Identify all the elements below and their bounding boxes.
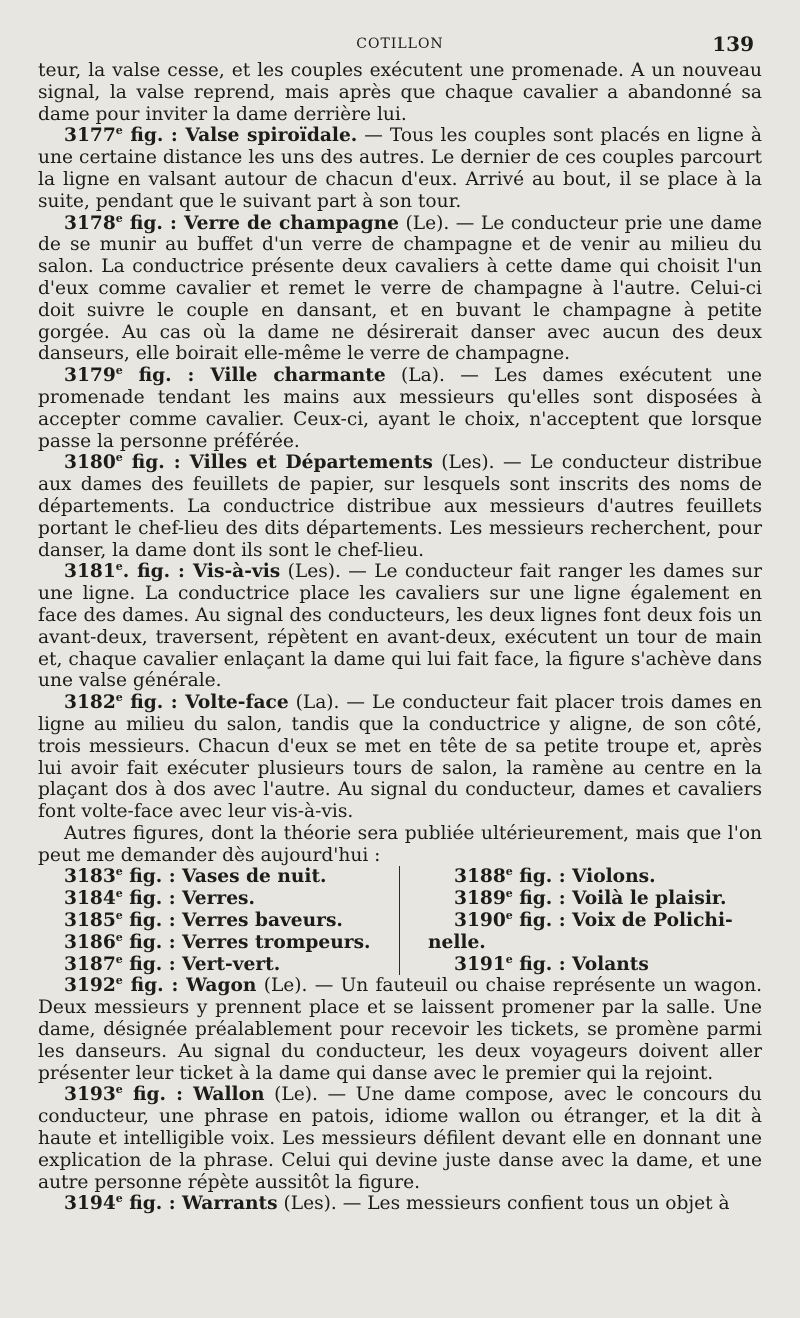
figure-title: Verres baveurs. — [182, 910, 343, 932]
ordinal-suffix: e — [115, 211, 123, 225]
ordinal-suffix: e — [505, 908, 513, 922]
ordinal-suffix: e — [115, 124, 123, 138]
figure-abbrev: fig. : — [122, 931, 183, 953]
figure-title: Warrants — [182, 1193, 278, 1215]
figure-abbrev: fig. : — [512, 888, 573, 910]
page-body — [38, 60, 762, 1215]
figure-number: 3179e — [64, 363, 123, 387]
figure-number: 3192e — [64, 974, 123, 997]
figure-list-item — [454, 910, 762, 932]
figure-entry — [38, 365, 762, 452]
figure-title: Verre de champagne — [183, 212, 399, 234]
figure-description: (La). — Les dames exécutent une promenade tendant les mains aux messieurs qu'elles sont disposées à accepter comme cavalier. Ceux-ci, ayant le choix, n'acceptent que lorsque passe la personne préférée. — [38, 365, 762, 452]
figure-number: 3194e — [64, 1192, 123, 1215]
figure-abbrev: fig. : — [122, 975, 187, 997]
figure-list-item — [454, 954, 762, 976]
figure-list-continuation: nelle. — [428, 931, 486, 953]
page-header — [38, 30, 762, 60]
figure-title: Wallon — [193, 1084, 265, 1106]
figure-abbrev: fig. : — [122, 888, 183, 910]
figure-abbrev: fig. : — [122, 1193, 183, 1215]
figure-entry — [38, 213, 762, 366]
figure-number: 3181e — [64, 560, 123, 583]
entries-section-b — [38, 975, 762, 1215]
figure-title: Vis-à-vis — [192, 561, 281, 583]
figure-number: 3189e — [454, 887, 513, 910]
figure-number: 3185e — [64, 908, 123, 932]
figure-title: Vases de nuit. — [182, 866, 327, 888]
figure-list-left-column — [38, 866, 400, 975]
ordinal-suffix: e — [115, 952, 123, 966]
figure-number: 3183e — [64, 865, 123, 888]
figure-title: Volte-face — [185, 692, 289, 714]
figure-description: (Les). — Le conducteur distribue aux dames des feuillets de papier, sur lesquels sont inscrits des noms de départements. La conductrice distribue aux messieurs d'autres feuillets portant le chef-lieu des dits départements. Les messieurs recherchent, pour danser, la dame dont ils sont le chef-lieu. — [38, 452, 763, 561]
figure-entry — [38, 975, 762, 1084]
figure-number: 3193e — [64, 1083, 123, 1106]
opening-paragraph: teur, la valse cesse, et les couples exécutent une promenade. A un nouveau signal, la valse reprend, mais après que chaque cavalier a abandonné sa dame pour inviter la dame derrière lui. — [38, 60, 762, 125]
ordinal-suffix: e — [115, 865, 123, 879]
figure-title: Ville charmante — [210, 365, 386, 387]
figure-title: Violons. — [572, 866, 656, 888]
figure-list-item — [64, 888, 399, 910]
entries-section-a — [38, 125, 762, 823]
figure-title: Verres. — [182, 888, 255, 910]
ordinal-suffix: e — [115, 363, 123, 377]
ordinal-suffix: e — [115, 887, 123, 901]
figure-title: Verres trompeurs. — [182, 931, 371, 953]
figure-description: (Les). — Les messieurs confient tous un objet à — [277, 1193, 730, 1215]
figure-number: 3178e — [64, 211, 123, 234]
list-intro: Autres figures, dont la théorie sera publiée ultérieurement, mais que l'on peut me demander dès aujourd'hui : — [38, 822, 762, 866]
figure-entry — [38, 125, 762, 212]
ordinal-suffix: e — [115, 560, 123, 574]
ordinal-suffix: e — [115, 1083, 123, 1097]
figure-abbrev: fig. : — [122, 953, 183, 975]
ordinal-suffix: e — [505, 887, 513, 901]
figure-title: Valse spiroïdale. — [185, 125, 358, 147]
figure-description: (Les). — Le conducteur fait ranger les dames sur une ligne. La conductrice place les cavaliers sur une ligne également en face des dames. Au signal des conducteurs, les deux lignes font deux fois un avant-deux, traversent, répètent en avant-deux, exécutent un tour de main et, chaque cavalier enlaçant la dame qui lui fait face, la figure s'achève dans une valse générale. — [38, 561, 763, 692]
figure-number: 3188e — [454, 865, 513, 888]
figure-list-item — [64, 932, 399, 954]
figure-abbrev: fig. : — [122, 1084, 194, 1106]
figure-list-item — [454, 866, 762, 888]
figure-title: Voilà le plaisir. — [572, 888, 727, 910]
figure-description: (Le). — Une dame compose, avec le concours du conducteur, une phrase en patois, idiome wallon ou étranger, et la dit à haute et intelligible voix. Les messieurs défilent devant elle en donnant une explication de la phrase. Celui qui devine juste danse avec la dame, et une autre personne répète aussitôt la figure. — [38, 1084, 762, 1193]
figure-number: 3187e — [64, 952, 123, 975]
figure-abbrev: fig. : — [122, 452, 190, 474]
figure-number: 3190e — [454, 908, 513, 932]
figure-title: Villes et Départements — [189, 452, 433, 474]
figure-list-item — [64, 910, 399, 932]
figure-abbrev: fig. : — [512, 866, 573, 888]
ordinal-suffix: e — [505, 952, 513, 966]
figure-number: 3180e — [64, 451, 123, 474]
ordinal-suffix: e — [115, 930, 123, 944]
figure-title: Vert-vert. — [182, 953, 281, 975]
page-number: 139 — [712, 32, 754, 56]
figure-list-item — [64, 954, 399, 976]
figure-entry — [38, 1084, 762, 1193]
figure-entry — [38, 1193, 762, 1215]
figure-abbrev: fig. : — [122, 365, 211, 387]
figure-number: 3182e — [64, 690, 123, 714]
figure-list-right-column — [400, 866, 762, 975]
ordinal-suffix: e — [115, 1192, 123, 1206]
figure-number: 3177e — [64, 124, 123, 147]
figure-entry — [38, 561, 762, 692]
figure-list-item — [64, 866, 399, 888]
figure-abbrev: fig. : — [122, 125, 186, 147]
figure-title: Volants — [572, 953, 649, 975]
figure-description: (Le). — Le conducteur prie une dame de se munir au buffet d'un verre de champagne et de venir au milieu du salon. La conductrice présente deux cavaliers à cette dame qui choisit l'un d'eux comme cavalier et remet le verre de champagne à l'autre. Celui-ci doit suivre le couple en dansant, et en buvant le champagne à petite gorgée. Au cas où la dame ne désirerait danser avec aucun des deux danseurs, elle boirait elle-même le verre de champagne. — [38, 212, 762, 365]
figure-number: 3184e — [64, 887, 123, 910]
figure-description: (La). — Le conducteur fait placer trois dames en ligne au milieu du salon, tandis que la conductrice y aligne, de son côté, trois messieurs. Chacun d'eux se met en tête de sa petite troupe et, après lui avoir fait exécuter plusieurs tours de salon, la ramène au centre en la plaçant dos à dos avec l'autre. Au signal du conducteur, dames et cavaliers font volte-face avec leur vis-à-vis. — [38, 692, 762, 823]
figure-abbrev: fig. : — [122, 692, 186, 714]
ordinal-suffix: e — [115, 690, 123, 704]
ordinal-suffix: e — [505, 865, 513, 879]
figure-abbrev: . fig. : — [122, 561, 193, 583]
figure-list-item — [454, 888, 762, 910]
figure-entry — [38, 452, 762, 561]
figure-description: — Tous les couples sont placés en ligne à une certaine distance les uns des autres. Le dernier de ces couples parcourt la ligne en valsant autour de chacun d'eux. Arrivé au bout, il se place à la suite, pendant que le suivant part à son tour. — [38, 125, 762, 212]
figure-list — [38, 866, 762, 975]
running-title: COTILLON — [356, 36, 444, 52]
figure-abbrev: fig. : — [122, 910, 183, 932]
ordinal-suffix: e — [115, 451, 123, 465]
figure-entry — [38, 692, 762, 823]
figure-title: Wagon — [186, 975, 257, 997]
ordinal-suffix: e — [115, 908, 123, 922]
figure-number: 3191e — [454, 952, 513, 975]
figure-title: Voix de Polichi- — [572, 910, 733, 932]
figure-description: (Le). — Un fauteuil ou chaise représente un wagon. Deux messieurs y prennent place et se laissent promener par la salle. Une dame, désignée préalablement pour recevoir les tickets, se promène parmi les danseurs. Au signal du conducteur, les deux voyageurs doivent aller présenter leur ticket à la dame qui danse avec le premier qui la rejoint. — [38, 975, 762, 1084]
figure-abbrev: fig. : — [122, 212, 184, 234]
figure-abbrev: fig. : — [512, 953, 573, 975]
ordinal-suffix: e — [115, 974, 123, 988]
figure-number: 3186e — [64, 930, 123, 953]
figure-abbrev: fig. : — [512, 910, 573, 932]
figure-abbrev: fig. : — [122, 866, 183, 888]
